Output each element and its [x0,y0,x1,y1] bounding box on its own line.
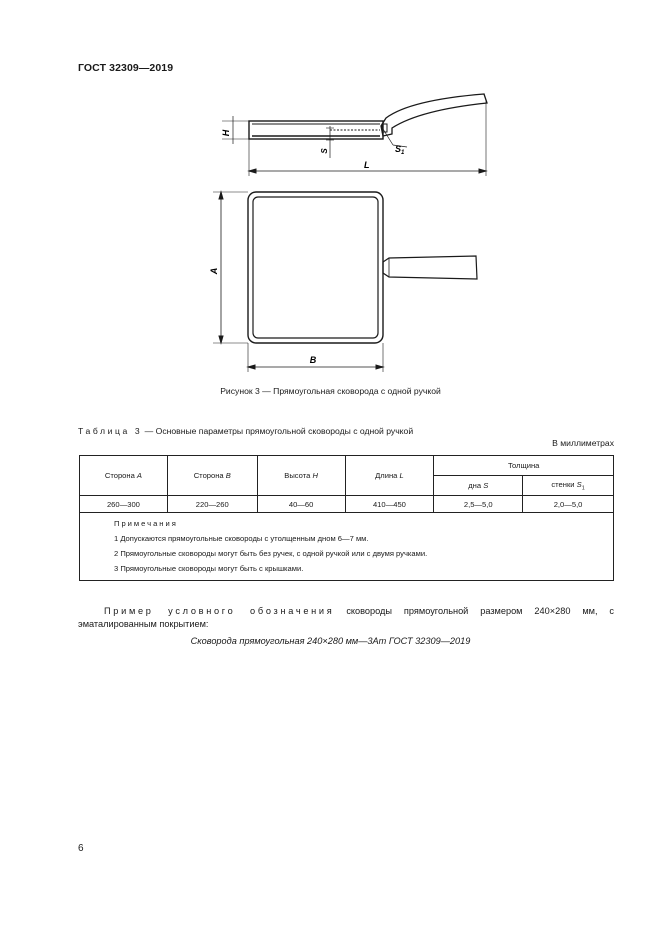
label-b: B [309,355,317,365]
label-s1: $S_1$ [395,144,405,156]
header-thickness: Толщина [434,456,614,476]
designation-text: Сковорода прямоугольная 240×280 мм—3Ат ГОСТ 32309—2019 [190,636,471,646]
parameters-table [79,455,614,581]
header-bottom: дна S [434,476,523,496]
cell-side-b: 220—260 [167,496,257,513]
table-notes [80,513,614,581]
header-wall: стенки $S_1$ [523,476,614,496]
designation-example: Пример условного обозначения сковороды прямоугольной размером 240×280 мм, с эматалированным покрытием: [78,606,615,629]
cell-bottom: 2,5—5,0 [434,496,523,513]
cell-length: 410—450 [345,496,434,513]
pan-drawing [0,0,661,400]
label-l: L [364,160,370,170]
notes-title: Примечания [114,519,178,528]
figure-caption: Рисунок 3 — Прямоугольная сковорода с одной ручкой [220,386,441,396]
header-length: Длина L [345,456,434,496]
note-item: 3 Прямоугольные сковороды могут быть с крышками. [114,564,304,573]
page-number: 6 [78,843,84,854]
label-h: H [221,129,231,137]
note-item: 2 Прямоугольные сковороды могут быть без ручек, с одной ручкой или с двумя ручками. [114,549,428,558]
header-side-b: Сторона B [167,456,257,496]
pan-top-view [213,192,477,372]
cell-wall: 2,0—5,0 [523,496,614,513]
table-units: В миллиметрах [552,438,614,448]
header-height: Высота H [257,456,345,496]
cell-side-a: 260—300 [80,496,168,513]
table-row [80,496,614,513]
pan-side-view [222,94,487,176]
note-item: 1 Допускаются прямоугольные сковороды с утолщенным дном 6—7 мм. [114,534,369,543]
header-side-a: Сторона A [80,456,168,496]
cell-height: 40—60 [257,496,345,513]
document-code: ГОСТ 32309—2019 [78,62,174,74]
label-s: S [320,148,329,154]
table-title: Таблица 3 — Основные параметры прямоугольной сковороды с одной ручкой [78,426,414,436]
label-a: A [209,267,219,275]
